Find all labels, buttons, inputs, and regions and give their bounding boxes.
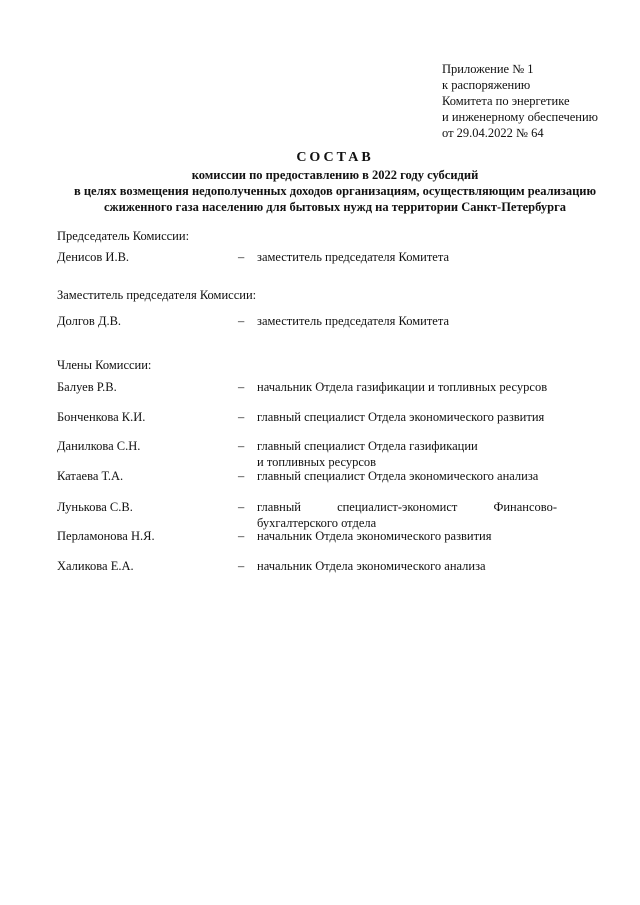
annex-block xyxy=(442,61,622,141)
member-position: заместитель председателя Комитета xyxy=(257,314,450,328)
chair-label: Председатель Комиссии: xyxy=(57,229,190,243)
dash-separator: – xyxy=(238,559,245,573)
dash-separator: – xyxy=(238,439,245,453)
title-line: в целях возмещения недополученных доходов организациям, осуществляющим реализацию xyxy=(73,184,597,198)
dash-separator: – xyxy=(238,469,245,483)
dash-separator: – xyxy=(238,529,245,543)
member-position xyxy=(257,499,557,531)
member-position-line: и топливных ресурсов xyxy=(257,455,377,469)
annex-line: и инженерному обеспечению xyxy=(442,110,599,124)
member-name: Бонченкова К.И. xyxy=(57,410,146,424)
title-heading: СОСТАВ xyxy=(296,150,374,165)
member-name: Денисов И.В. xyxy=(57,250,130,264)
member-position: начальник Отдела экономического развития xyxy=(257,529,492,543)
member-name: Перламонова Н.Я. xyxy=(57,529,155,543)
member-name: Лунькова С.В. xyxy=(57,500,133,514)
dash-separator: – xyxy=(238,314,245,328)
annex-line: к распоряжению xyxy=(442,78,531,92)
member-name: Катаева Т.А. xyxy=(57,469,124,483)
dash-separator: – xyxy=(238,380,245,394)
member-name: Халикова Е.А. xyxy=(57,559,134,573)
dash-separator: – xyxy=(238,410,245,424)
member-position: начальник Отдела газификации и топливных ресурсов xyxy=(257,380,548,394)
member-name: Балуев Р.В. xyxy=(57,380,117,394)
member-position xyxy=(257,438,557,470)
member-position-line: главный специалист Отдела газификации xyxy=(257,439,478,453)
member-name: Данилкова С.Н. xyxy=(57,439,141,453)
vice-label: Заместитель председателя Комиссии: xyxy=(57,288,257,302)
annex-line: Комитета по энергетике xyxy=(442,94,570,108)
member-position: заместитель председателя Комитета xyxy=(257,250,450,264)
annex-line: Приложение № 1 xyxy=(442,62,534,76)
member-position: главный специалист Отдела экономического развития xyxy=(257,410,545,424)
dash-separator: – xyxy=(238,500,245,514)
member-position-line: бухгалтерского отдела xyxy=(257,516,377,530)
member-position: главный специалист Отдела экономического анализа xyxy=(257,469,539,483)
annex-line: от 29.04.2022 № 64 xyxy=(442,126,544,140)
document-title xyxy=(30,149,640,215)
title-line: сжиженного газа населению для бытовых нужд на территории Санкт-Петербурга xyxy=(103,200,567,214)
members-label: Члены Комиссии: xyxy=(57,358,152,372)
member-position: начальник Отдела экономического анализа xyxy=(257,559,486,573)
title-line: комиссии по предоставлению в 2022 году субсидий xyxy=(191,168,479,182)
member-position-line: главный специалист-экономист Финансово- xyxy=(257,500,557,514)
member-name: Долгов Д.В. xyxy=(57,314,122,328)
dash-separator: – xyxy=(238,250,245,264)
